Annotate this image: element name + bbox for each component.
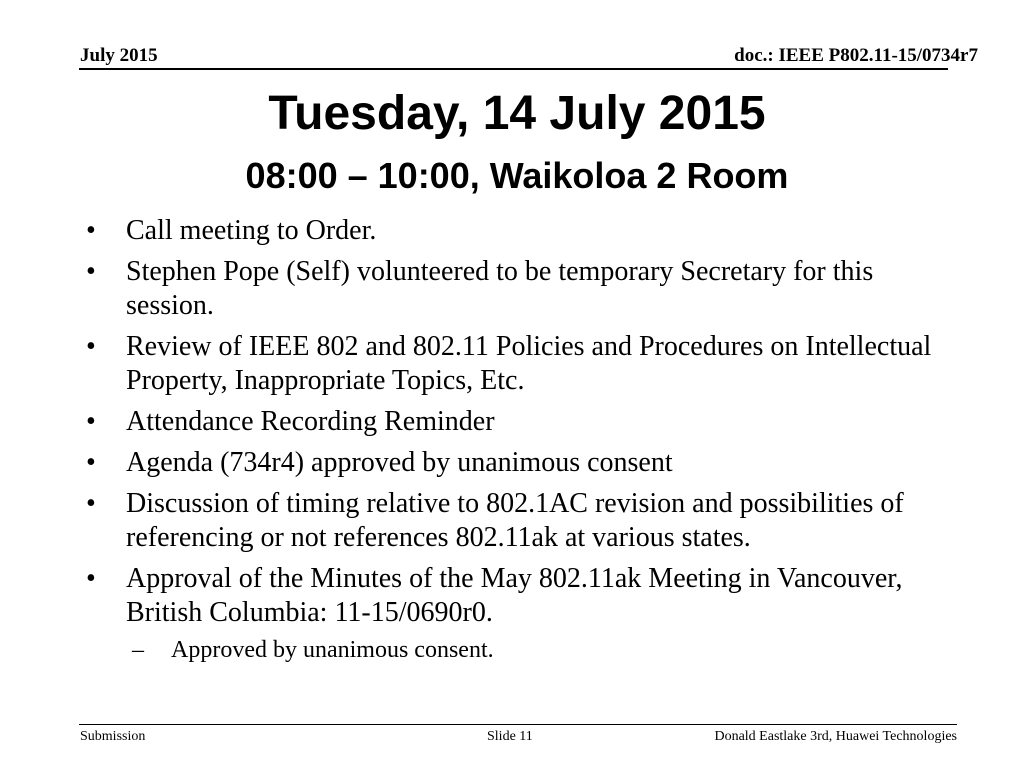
bullet-text: Agenda (734r4) approved by unanimous consent [126,447,673,478]
sub-bullet-item [126,634,966,666]
footer-author: Donald Eastlake 3rd, Huawei Technologies [714,729,957,744]
bullet-icon: • [86,215,96,246]
bullet-item [86,255,966,323]
bullet-icon: • [86,488,96,519]
bullet-text: Call meeting to Order. [126,215,377,246]
bullet-item [86,446,966,480]
bullet-item [86,562,966,666]
header-divider [79,68,948,70]
dash-icon: – [132,637,144,663]
bullet-item [86,405,966,439]
bullet-icon: • [86,406,96,437]
bullet-text: Review of IEEE 802 and 802.11 Policies and Procedures on Intellectual Property, Inappropriate Topics, Etc. [126,331,932,396]
bullet-item [86,330,966,398]
bullet-icon: • [86,447,96,478]
header-doc-id: doc.: IEEE P802.11-15/0734r7 [734,45,978,66]
bullet-text: Approval of the Minutes of the May 802.11ak Meeting in Vancouver, British Columbia: 11-15/0690r0. [126,563,903,628]
header-date: July 2015 [80,45,158,66]
sub-bullet-list [126,634,966,666]
bullet-item [86,487,966,555]
bullet-icon: • [86,563,96,594]
footer-submission: Submission [80,729,146,744]
bullet-text: Stephen Pope (Self) volunteered to be temporary Secretary for this session. [126,256,874,321]
bullet-icon: • [86,331,96,362]
bullet-text: Discussion of timing relative to 802.1AC revision and possibilities of referencing or not references 802.11ak at various states. [126,488,904,553]
bullet-list [86,214,966,673]
sub-bullet-text: Approved by unanimous consent. [171,637,494,663]
bullet-text: Attendance Recording Reminder [126,406,495,437]
footer-slide-number: Slide 11 [487,729,533,744]
bullet-icon: • [86,256,96,287]
bullet-item [86,214,966,248]
slide-title: Tuesday, 14 July 2015 [268,87,766,140]
slide-subtitle: 08:00 – 10:00, Waikoloa 2 Room [245,155,789,196]
footer-divider [79,724,957,725]
